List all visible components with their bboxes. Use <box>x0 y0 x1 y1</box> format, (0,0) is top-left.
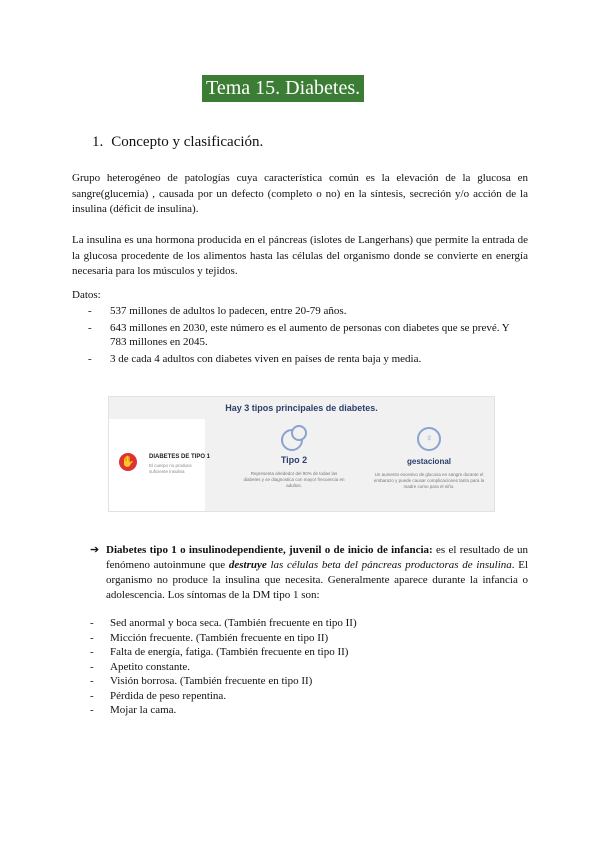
section-title: Concepto y clasificación. <box>111 134 264 150</box>
list-item: - Visión borrosa. (También frecuente en tipo II) <box>90 674 528 689</box>
pregnancy-icon: ♀ <box>417 427 441 451</box>
infographic-heading: Hay 3 tipos principales de diabetes. <box>225 403 378 413</box>
section-number: 1. <box>92 134 104 150</box>
arrow-icon: ➔ <box>90 544 100 556</box>
drops-icon <box>281 425 307 451</box>
dm1-heading: Diabetes tipo 1 o insulinodependiente, juvenil o de inicio de infancia: <box>106 544 433 556</box>
card-gestational <box>371 427 487 490</box>
page-title: Tema 15. Diabetes. <box>202 75 364 102</box>
list-item: - 537 millones de adultos lo padecen, entre 20-79 años. <box>90 304 528 319</box>
list-item: - Sed anormal y boca seca. (También frecuente en tipo II) <box>90 616 528 631</box>
list-item: - Apetito constante. <box>90 660 528 675</box>
datos-label: Datos: <box>72 289 101 301</box>
list-item: - Micción frecuente. (También frecuente en tipo II) <box>90 631 528 646</box>
dm1-text: es el resultado de un fenómeno autoinmune que <box>106 544 528 571</box>
symptoms-list <box>90 616 528 718</box>
card-desc: El cuerpo no produce suficiente insulina <box>149 463 192 474</box>
paragraph-definition: Grupo heterogéneo de patologías cuya característica común es la elevación de la glucosa en sangre(glucemia) , causada por un defecto (completo o no) en la síntesis, secreción y/o acción de la insulina (déficit de insulina). <box>72 172 528 215</box>
list-item: - Pérdida de peso repentina. <box>90 689 528 704</box>
dm1-italic: las células beta del páncreas productoras de insulina <box>266 559 512 571</box>
list-item: - Falta de energía, fatiga. (También frecuente en tipo II) <box>90 645 528 660</box>
card-desc: Representa alrededor del 90% de todas las diabetes y se diagnostica con mayor frecuencia en adultos. <box>243 471 345 488</box>
card-title: Tipo 2 <box>280 455 308 465</box>
dm1-text: . El organismo no produce la insulina que necesita. Generalmente aparece durante la infancia o adolescencia. Los síntomas de la DM tipo 1 son: <box>106 559 528 601</box>
alert-icon: ✋ <box>119 453 137 471</box>
card-title: gestacional <box>406 457 451 466</box>
dm1-paragraph <box>90 543 528 603</box>
datos-list <box>90 304 528 368</box>
diabetes-types-infographic <box>108 396 495 512</box>
list-item: - Mojar la cama. <box>90 703 528 718</box>
card-type2 <box>239 425 349 489</box>
dm1-emphasis: destruye <box>228 559 267 571</box>
section-heading <box>92 134 263 151</box>
paragraph-insulin: La insulina es una hormona producida en el páncreas (islotes de Langerhans) que permite la entrada de la glucosa procedente de los alimentos hasta las células del organismo donde se convierte en energía necesaria para los músculos y tejidos. <box>72 234 528 277</box>
list-item: - 643 millones en 2030, este número es el aumento de personas con diabetes que se prevé. Y 783 millones en 2045. <box>90 321 528 350</box>
card-desc: Un aumento excesivo de glucosa en sangre durante el embarazo y puede causar complicaciones tanto para la madre como para el niño. <box>373 472 485 489</box>
card-title: DIABETES DE TIPO 1 <box>149 454 211 460</box>
list-item: - 3 de cada 4 adultos con diabetes viven en países de renta baja y media. <box>90 352 528 367</box>
